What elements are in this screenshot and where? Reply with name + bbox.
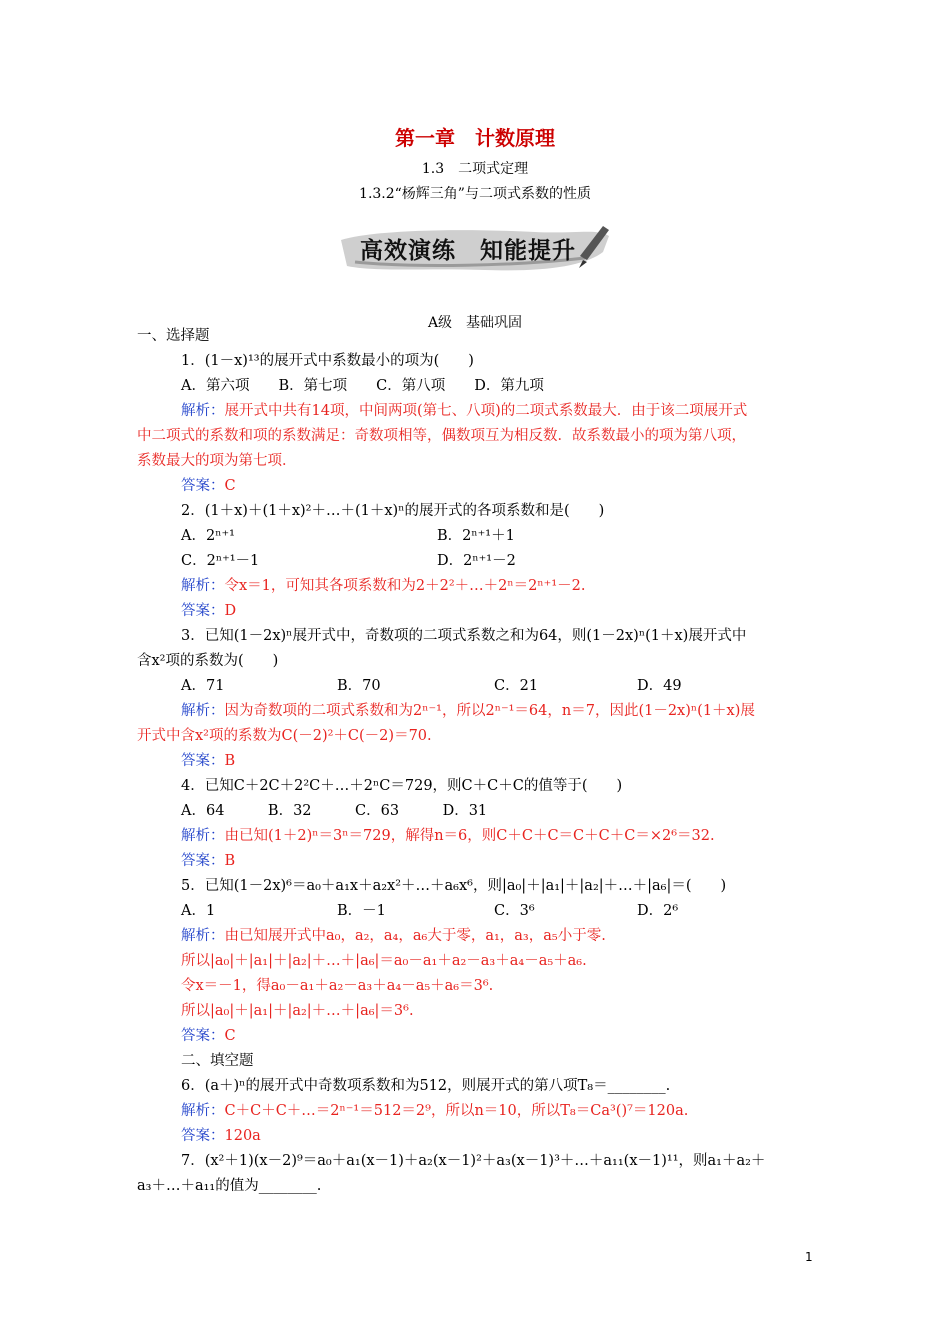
text-line: D．49 xyxy=(637,678,682,694)
text-line: C．21 xyxy=(494,678,539,694)
practice-banner xyxy=(335,222,615,278)
text-line: 答案：120a xyxy=(181,1128,261,1144)
text-line: A．2ⁿ⁺¹ xyxy=(181,528,235,544)
text-line: 令x＝－1，得a₀－a₁＋a₂－a₃＋a₄－a₅＋a₆＝3⁶. xyxy=(181,978,494,994)
text-line: 答案：C xyxy=(181,478,236,494)
text-line: 5．已知(1－2x)⁶＝a₀＋a₁x＋a₂x²＋…＋a₆x⁶，则|a₀|＋|a₁|＋|a₂|＋…＋|a₆|＝( ) xyxy=(181,878,727,894)
text-line: C．3⁶ xyxy=(494,903,535,919)
text-line: 2．(1＋x)＋(1＋x)²＋…＋(1＋x)ⁿ的展开式的各项系数和是( ) xyxy=(181,503,605,519)
text-line: 所以|a₀|＋|a₁|＋|a₂|＋…＋|a₆|＝3⁶. xyxy=(181,1003,414,1019)
text-line: 一、选择题 xyxy=(137,328,210,344)
banner-text: 高效演练 知能提升 xyxy=(360,238,576,264)
text-line: 7．(x²＋1)(x－2)⁹＝a₀＋a₁(x－1)＋a₂(x－1)²＋a₃(x－1)³＋…＋a₁₁(x－1)¹¹，则a₁＋a₂＋ xyxy=(181,1153,766,1169)
section-title: 1.3 二项式定理 xyxy=(421,161,529,177)
text-line: 解析：展开式中共有14项，中间两项(第七、八项)的二项式系数最大．由于该二项展开式 xyxy=(181,403,748,419)
text-line: 解析：C＋C＋C＋…＝2ⁿ⁻¹＝512＝2⁹，所以n＝10，所以T₈＝Ca³()⁷＝120a. xyxy=(181,1103,689,1119)
text-line: 含x²项的系数为( ) xyxy=(137,653,279,669)
text-line: 3．已知(1－2x)ⁿ展开式中，奇数项的二项式系数之和为64，则(1－2x)ⁿ(1＋x)展开式中 xyxy=(181,628,747,644)
text-line: 答案：D xyxy=(181,603,237,619)
text-line: C．2ⁿ⁺¹－1 xyxy=(181,553,260,569)
text-line: 中二项式的系数和项的系数满足：奇数项相等，偶数项互为相反数．故系数最小的项为第八项， xyxy=(137,428,746,444)
text-line: B．2ⁿ⁺¹＋1 xyxy=(437,528,515,544)
text-line: 系数最大的项为第七项． xyxy=(137,453,297,469)
text-line: A．71 xyxy=(181,678,225,694)
text-line: D．2ⁿ⁺¹－2 xyxy=(437,553,516,569)
text-line: B．70 xyxy=(337,678,381,694)
text-line: a₃＋…＋a₁₁的值为________. xyxy=(137,1178,322,1194)
text-line: 解析：令x＝1，可知其各项系数和为2＋2²＋…＋2ⁿ＝2ⁿ⁺¹－2. xyxy=(181,578,586,594)
chapter-title: 第一章 计数原理 xyxy=(395,126,555,150)
text-line: A．第六项 B．第七项 C．第八项 D．第九项 xyxy=(181,378,544,394)
text-line: 二、填空题 xyxy=(181,1053,254,1069)
text-line: 所以|a₀|＋|a₁|＋|a₂|＋…＋|a₆|＝a₀－a₁＋a₂－a₃＋a₄－a₅＋a₆. xyxy=(181,953,587,969)
level-heading: A级 基础巩固 xyxy=(427,315,523,331)
text-line: 解析：因为奇数项的二项式系数和为2ⁿ⁻¹，所以2ⁿ⁻¹＝64，n＝7，因此(1－2x)ⁿ(1＋x)展 xyxy=(181,703,755,719)
text-line: 答案：B xyxy=(181,853,236,869)
text-line: 4．已知C＋2C＋2²C＋…＋2ⁿC＝729，则C＋C＋C的值等于( ) xyxy=(181,778,623,794)
page-number: 1 xyxy=(805,1250,813,1264)
text-line: A．1 xyxy=(181,903,216,919)
subsection-title: 1.3.2“杨辉三角”与二项式系数的性质 xyxy=(359,186,591,202)
text-line: 1．(1－x)¹³的展开式中系数最小的项为( ) xyxy=(181,353,474,369)
text-line: 解析：由已知展开式中a₀，a₂，a₄，a₆大于零，a₁，a₃，a₅小于零. xyxy=(181,928,606,944)
text-line: 解析：由已知(1＋2)ⁿ＝3ⁿ＝729，解得n＝6，则C＋C＋C＝C＋C＋C＝×2⁶＝32. xyxy=(181,828,715,844)
text-line: 6．(a＋)ⁿ的展开式中奇数项系数和为512，则展开式的第八项T₈＝________. xyxy=(181,1078,671,1094)
text-line: B．－1 xyxy=(337,903,386,919)
text-line: A．64 B．32 C．63 D．31 xyxy=(181,803,488,819)
text-line: 答案：C xyxy=(181,1028,236,1044)
text-line: 答案：B xyxy=(181,753,236,769)
text-line: 开式中含x²项的系数为C(－2)²＋C(－2)＝70. xyxy=(137,728,432,744)
text-line: D．2⁶ xyxy=(637,903,679,919)
